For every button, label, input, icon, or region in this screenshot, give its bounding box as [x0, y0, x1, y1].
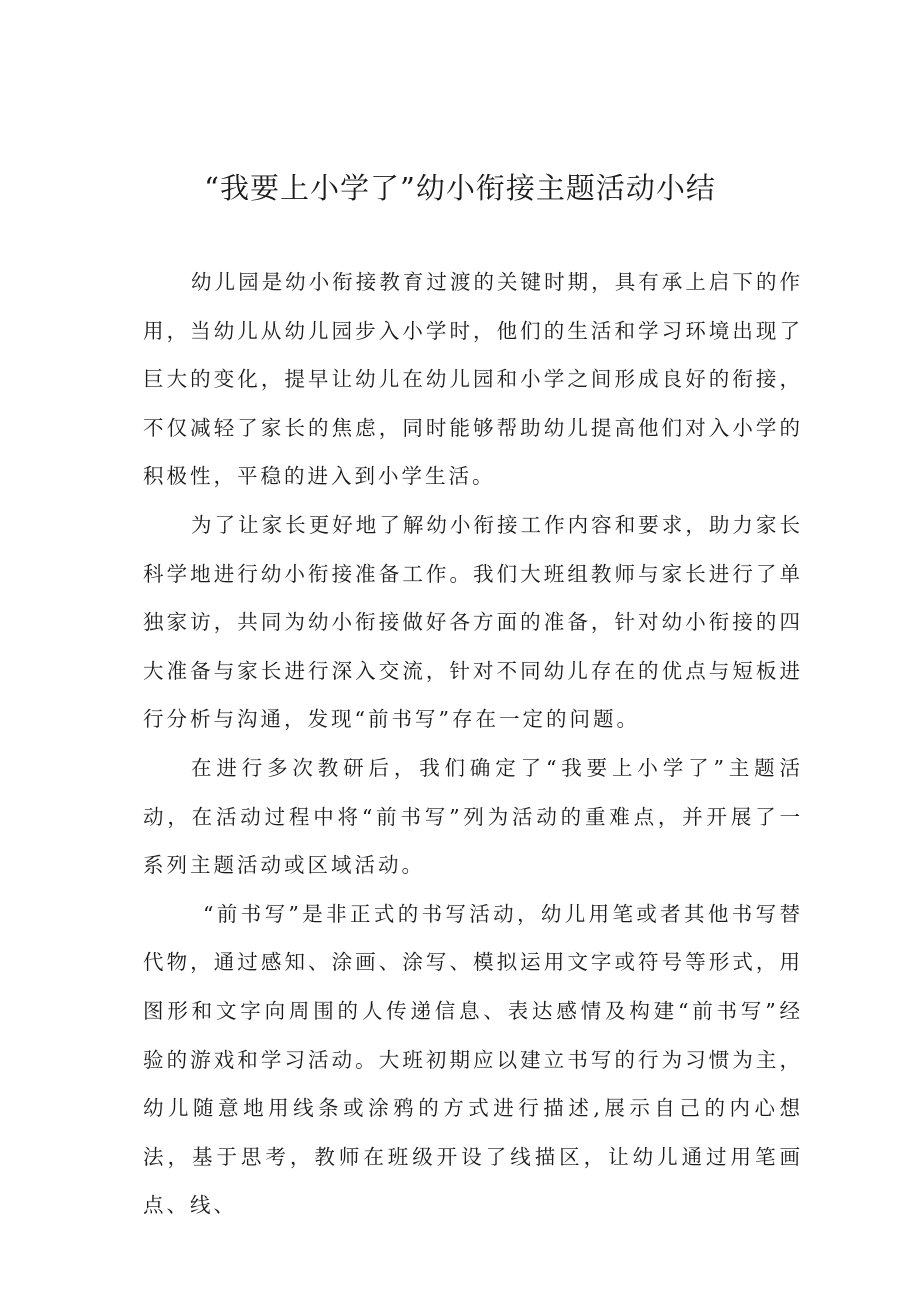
paragraph-1: 幼儿园是幼小衔接教育过渡的关键时期，具有承上启下的作用，当幼儿从幼儿园步入小学时，他们的生活和学习环境出现了巨大的变化，提早让幼儿在幼儿园和小学之间形成良好的衔接，不仅减轻了家长的焦虑，同时能够帮助幼儿提高他们对入小学的积极性，平稳的进入到小学生活。	[143, 270, 803, 489]
paragraph-3: 在进行多次教研后，我们确定了“我要上小学了”主题活动，在活动过程中将“前书写”列为活动的重难点，并开展了一系列主题活动或区域活动。	[143, 755, 803, 878]
paragraph-2: 为了让家长更好地了解幼小衔接工作内容和要求，助力家长科学地进行幼小衔接准备工作。我们大班组教师与家长进行了单独家访，共同为幼小衔接做好各方面的准备，针对幼小衔接的四大准备与家长进行深入交流，针对不同幼儿存在的优点与短板进行分析与沟通，发现“前书写”存在一定的问题。	[143, 512, 803, 732]
paragraph-4: “前书写”是非正式的书写活动，幼儿用笔或者其他书写替代物，通过感知、涂画、涂写、模拟运用文字或符号等形式，用图形和文字向周围的人传递信息、表达感情及构建“前书写”经验的游戏和学习活动。大班初期应以建立书写的行为习惯为主，幼儿随意地用线条或涂鸦的方式进行描述,展示自己的内心想法，基于思考，教师在班级开设了线描区，让幼儿通过用笔画点、线、	[143, 901, 803, 1218]
document-body	[143, 258, 803, 1230]
document-title: “我要上小学了”幼小衔接主题活动小结	[204, 171, 716, 205]
